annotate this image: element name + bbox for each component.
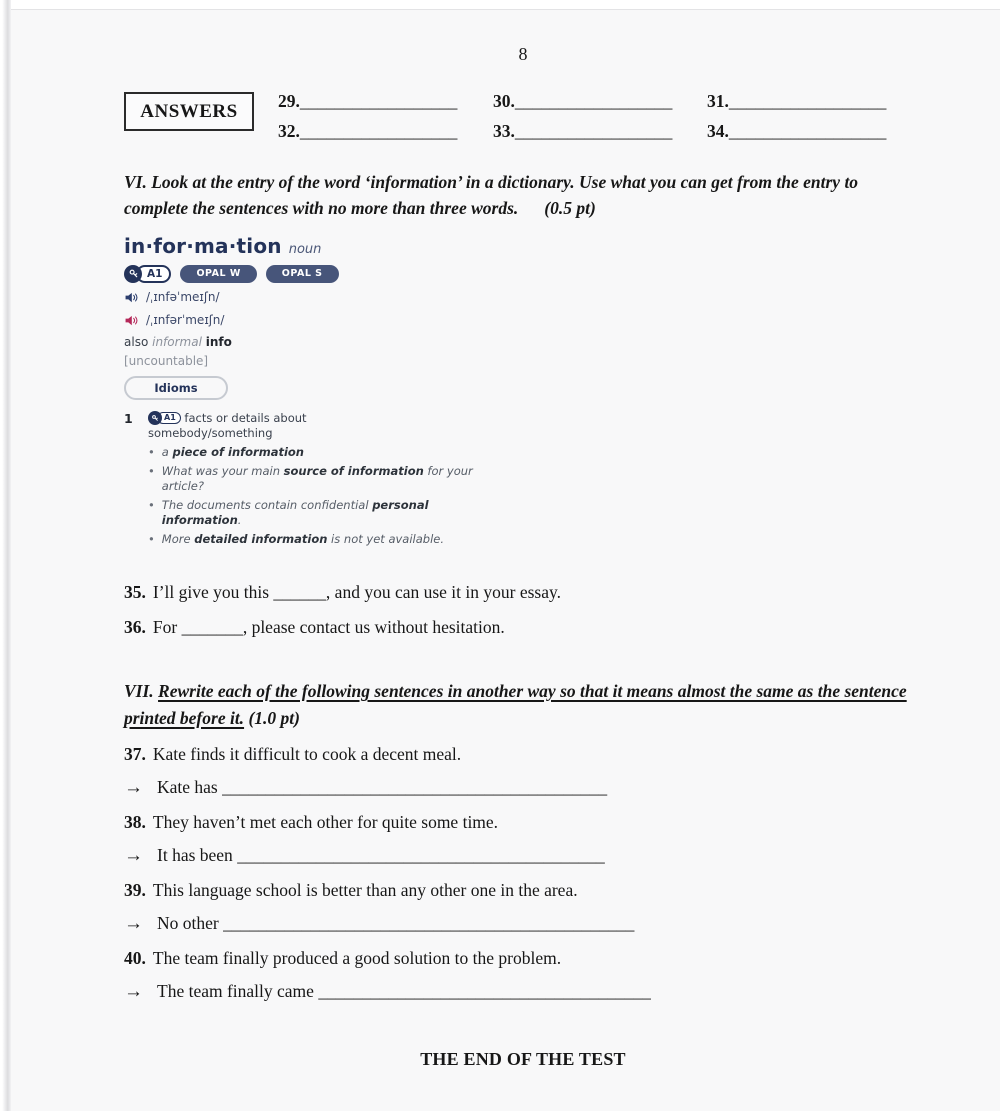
section-vii-points: (1.0 pt) <box>248 707 300 728</box>
arrow-icon: → <box>124 777 143 799</box>
rewrite-stem: The team finally came <box>157 981 319 1002</box>
answer-blank-34 <box>707 119 921 144</box>
question-text: They haven’t met each other for quite some time. <box>152 812 499 833</box>
question-number: 38. <box>124 812 146 833</box>
key-icon <box>124 265 142 283</box>
rewrite-line-37 <box>124 776 922 799</box>
level-badge-label: A1 <box>136 265 171 283</box>
section-vi-text: Look at the entry of the word ‘information’ in a dictionary. Use what you can get from the entry to complete the sentences with no more than three words. <box>124 171 859 219</box>
answer-blank-29 <box>278 89 493 114</box>
also-label: also <box>124 334 149 349</box>
dictionary-entry <box>124 234 922 547</box>
answer-blank-31 <box>707 89 921 114</box>
question-text: For _______, please contact us without hesitation. <box>152 616 505 637</box>
question-text: This language school is better than any other one in the area. <box>152 880 578 901</box>
speaker-icon-red[interactable] <box>124 313 139 328</box>
level-badge-a1 <box>124 265 171 283</box>
answer-line: _______ <box>181 616 243 637</box>
also-informal-row <box>124 335 922 349</box>
question-40 <box>124 947 922 969</box>
answer-line: __________________ <box>514 121 673 142</box>
answer-line: __________________ <box>299 91 458 111</box>
grammar-label: [uncountable] <box>124 353 209 368</box>
arrow-icon: → <box>124 981 143 1003</box>
example-item <box>148 498 496 528</box>
badge-row <box>124 265 922 283</box>
pronunciation-uk <box>124 289 922 306</box>
section-vi-number: VI. <box>124 171 147 192</box>
arrow-icon: → <box>124 845 143 867</box>
sense-number: 1 <box>124 410 133 426</box>
rewrite-stem: No other <box>157 913 224 934</box>
bullet-icon: • <box>148 531 155 546</box>
question-36 <box>124 616 922 638</box>
question-text: The team finally produced a good solution to the problem. <box>152 948 562 969</box>
example-item <box>148 464 496 494</box>
answer-line: __________________________________________ <box>237 845 605 866</box>
speaker-icon-blue[interactable] <box>124 290 139 305</box>
question-number: 40. <box>124 948 146 969</box>
arrow-icon: → <box>124 913 143 935</box>
answer-line: _______________________________________________ <box>223 913 635 934</box>
section-vi-points: (0.5 pt) <box>544 198 596 219</box>
question-38 <box>124 811 922 833</box>
section-vi-heading <box>124 169 922 222</box>
answer-line: __________________ <box>514 91 673 111</box>
question-text: I’ll give you this ______, and you can use it in your essay. <box>152 581 561 602</box>
key-icon <box>148 411 162 425</box>
question-39 <box>124 879 922 901</box>
answers-section <box>124 89 922 145</box>
sense-level-label: A1 <box>157 412 181 424</box>
answer-number: 30. <box>493 91 515 111</box>
end-of-test-title: THE END OF THE TEST <box>420 1049 626 1070</box>
definition-text: facts or details about somebody/something <box>148 410 307 440</box>
bullet-icon: • <box>148 444 155 459</box>
ipa-uk: /ˌɪnfəˈmeɪʃn/ <box>146 290 220 305</box>
answer-line: __________________ <box>728 91 887 111</box>
page-number: 8 <box>518 44 528 64</box>
question-number: 37. <box>124 744 146 765</box>
opal-written-badge: OPAL W <box>180 265 256 283</box>
answer-number: 31. <box>707 91 729 111</box>
question-37 <box>124 743 922 765</box>
scan-left-edge <box>0 0 11 1111</box>
rewrite-line-40 <box>124 980 922 1003</box>
answer-line: __________________ <box>299 121 458 142</box>
rewrite-stem: It has been <box>157 845 238 866</box>
opal-spoken-badge: OPAL S <box>266 265 339 283</box>
answer-number: 32. <box>278 121 300 142</box>
pronunciation-us <box>124 312 922 329</box>
question-35 <box>124 581 922 603</box>
dictionary-headword: in·for·ma·tion <box>124 233 282 258</box>
answers-box-label: ANSWERS <box>124 92 254 131</box>
answer-number: 34. <box>707 121 729 142</box>
example-item <box>148 445 496 460</box>
question-number: 36. <box>124 616 146 637</box>
answer-blank-32 <box>278 119 493 144</box>
bullet-icon: • <box>148 497 155 512</box>
question-text: Kate finds it difficult to cook a decent meal. <box>152 744 462 765</box>
bullet-icon: • <box>148 463 155 478</box>
register-label: informal <box>152 334 202 349</box>
section-vii-heading <box>124 678 922 731</box>
rewrite-line-39 <box>124 912 922 935</box>
variant-word: info <box>205 334 232 349</box>
headword-row <box>124 234 922 258</box>
answers-grid <box>278 89 921 145</box>
part-of-speech: noun <box>288 241 322 257</box>
example-item <box>148 532 496 547</box>
answer-blank-30 <box>493 89 707 114</box>
rewrite-line-38 <box>124 844 922 867</box>
section-vii-text: Rewrite each of the following sentences in another way so that it means almost the same as the sentence printed before it. <box>124 680 907 728</box>
answer-line: ______ <box>273 581 326 602</box>
answer-number: 29. <box>278 91 300 111</box>
example-text: What was your main source of information for your article? <box>161 463 473 493</box>
rewrite-stem: Kate has <box>157 777 223 798</box>
answer-blank-33 <box>493 119 707 144</box>
idioms-button[interactable]: Idioms <box>124 376 228 400</box>
sense-1 <box>124 411 922 441</box>
example-list <box>148 445 496 547</box>
page-content <box>124 0 922 1070</box>
sense-level-badge <box>148 411 181 425</box>
ipa-us: /ˌɪnfərˈmeɪʃn/ <box>146 313 225 328</box>
question-number: 35. <box>124 581 146 602</box>
example-text: a piece of information <box>161 444 304 459</box>
answer-line: __________________ <box>728 121 887 142</box>
answer-number: 33. <box>493 121 515 142</box>
example-text: More detailed information is not yet available. <box>161 531 445 546</box>
example-text: The documents contain confidential personal information. <box>161 497 429 527</box>
answer-line: ______________________________________ <box>318 981 651 1002</box>
section-vii-number: VII. <box>124 680 154 701</box>
question-number: 39. <box>124 880 146 901</box>
answer-line: ____________________________________________ <box>222 777 608 798</box>
sense-definition <box>148 411 386 441</box>
